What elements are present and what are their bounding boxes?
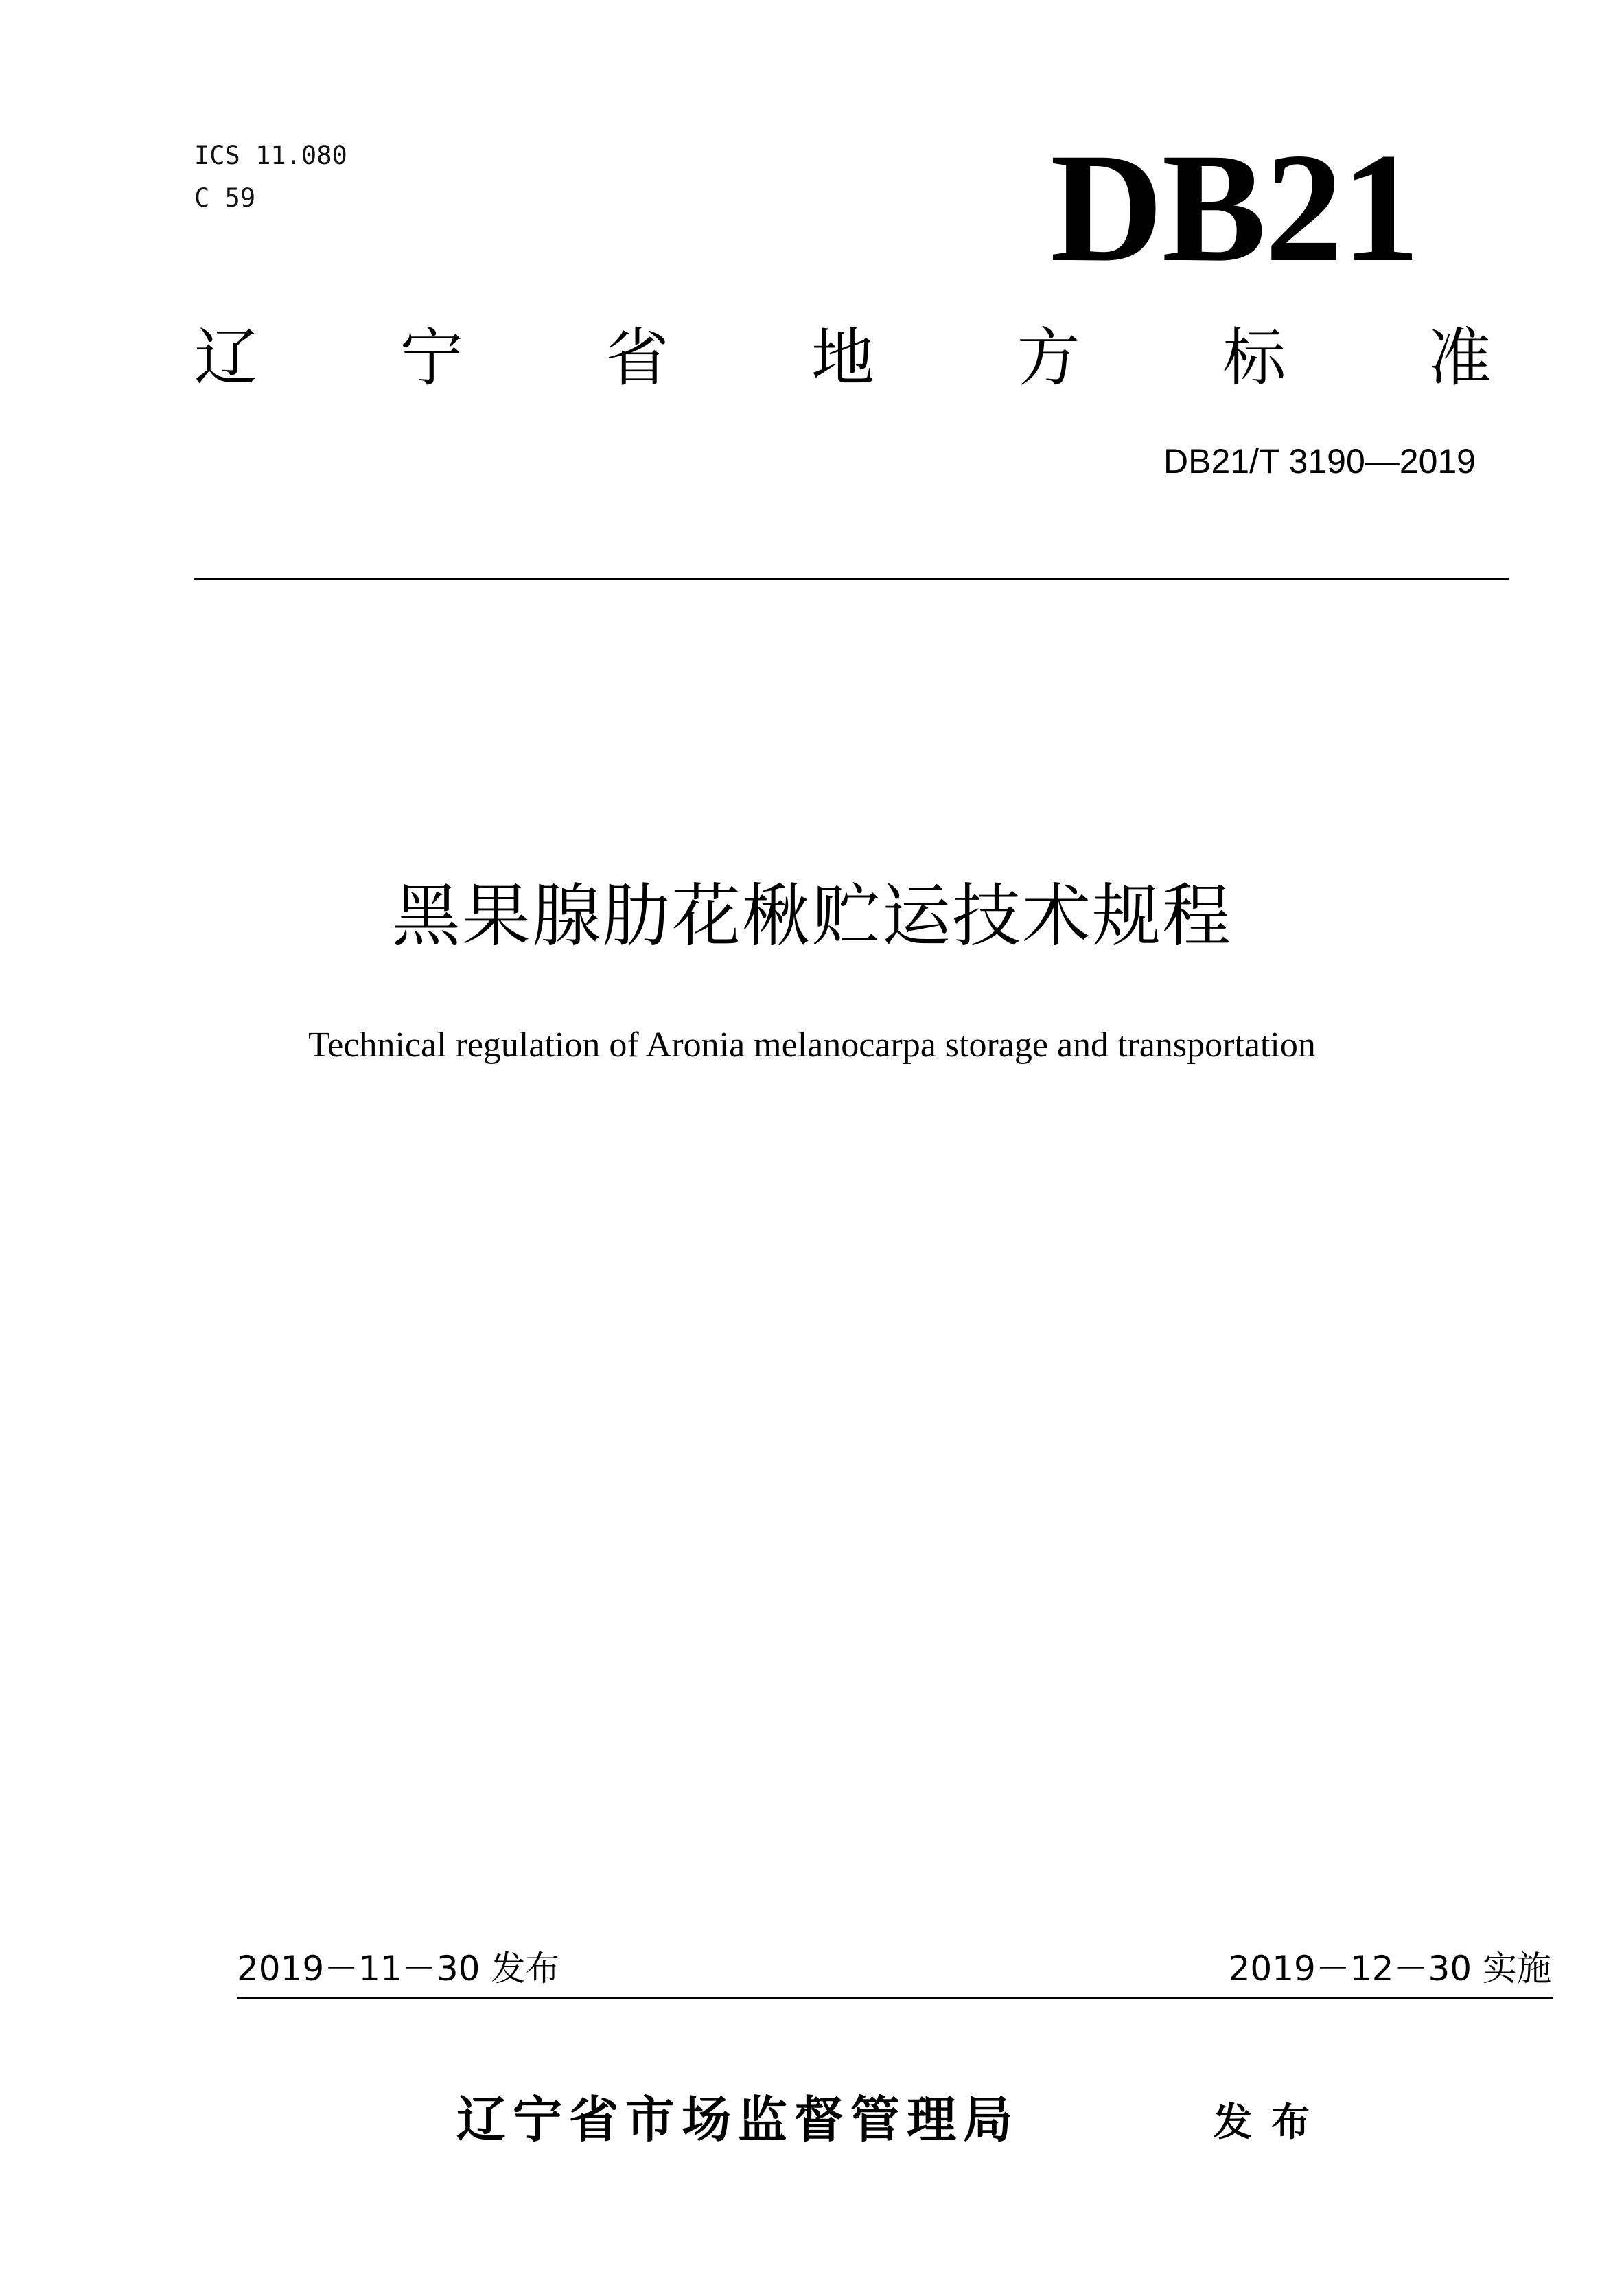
standard-type-char: 准 <box>1428 321 1492 395</box>
implementation-date: 2019－12－30 实施 <box>1228 1949 1551 1988</box>
bottom-divider <box>237 1997 1553 1999</box>
ics-code: ICS 11.080 <box>194 141 347 170</box>
issuing-authority: 辽宁省市场监督管理局 <box>456 2091 1020 2148</box>
top-divider <box>194 578 1509 580</box>
standard-type-char: 辽 <box>194 321 258 395</box>
classification-codes <box>194 135 347 220</box>
issue-date: 2019－11－30 发布 <box>237 1949 560 1988</box>
standard-type-char: 标 <box>1222 321 1286 395</box>
standard-number: DB21/T 3190—2019 <box>1163 442 1476 480</box>
title-chinese: 黑果腺肋花楸贮运技术规程 <box>392 876 1232 956</box>
issue-label: 发布 <box>1214 2100 1329 2145</box>
standard-type-char: 方 <box>1017 321 1080 395</box>
standard-type-char: 地 <box>811 321 874 395</box>
standard-type-char: 省 <box>605 321 669 395</box>
title-english: Technical regulation of Aronia melanocarpa storage and transportation <box>308 1025 1316 1065</box>
ccs-code: C 59 <box>194 183 256 213</box>
standard-type-char: 宁 <box>399 321 463 395</box>
standard-type-heading <box>194 317 1492 399</box>
standard-mark: DB21 <box>1050 121 1419 294</box>
